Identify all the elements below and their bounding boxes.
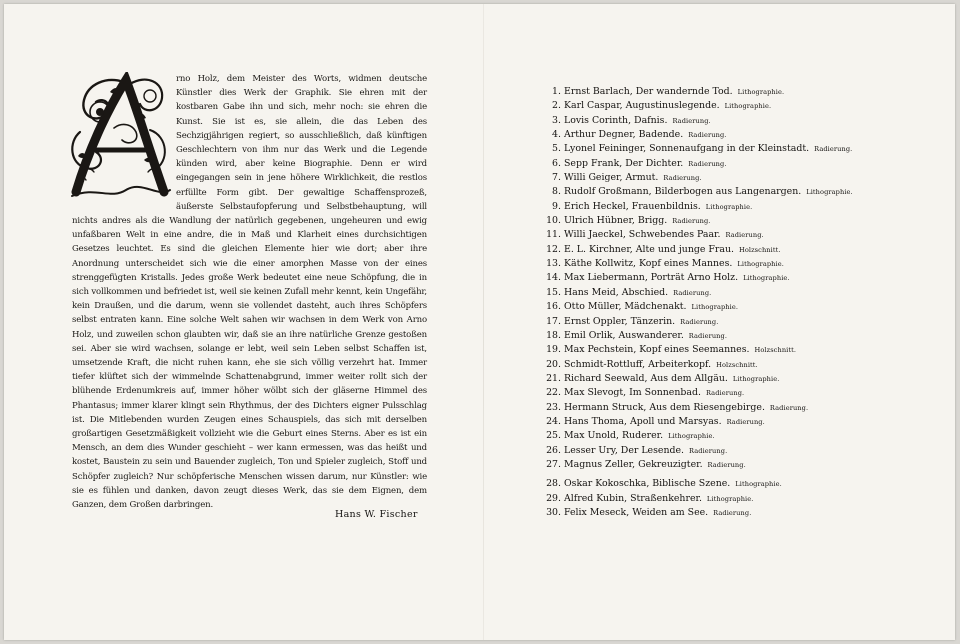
plate-item: 22. Max Slevogt, Im Sonnenbad. Radierung. [546,387,745,399]
plate-item: 2. Karl Caspar, Augustinuslegende. Lithographie. [552,100,772,112]
plate-item: 8. Rudolf Großmann, Bilderbogen aus Langenargen. Lithographie. [552,186,853,198]
plate-item: 19. Max Pechstein, Kopf eines Seemannes. Holzschnitt. [546,344,797,356]
foreword-column [72,72,427,512]
plate-item: 10. Ulrich Hübner, Brigg. Radierung. [546,215,711,227]
plate-list [544,85,914,520]
plate-item: 14. Max Liebermann, Porträt Arno Holz. Lithographie. [546,272,790,284]
plate-item: 25. Max Unold, Ruderer. Lithographie. [546,430,715,442]
plate-item: 5. Lyonel Feininger, Sonnenaufgang in der Kleinstadt. Radierung. [552,143,853,155]
decorated-initial [66,72,172,200]
plate-item: 3. Lovis Corinth, Dafnis. Radierung. [552,114,711,126]
plate-item: 12. E. L. Kirchner, Alte und junge Frau. Holzschnitt. [546,243,781,255]
ornamental-initial-a-icon [66,72,172,200]
portfolio-sheet [4,4,955,640]
plate-item: 11. Willi Jaeckel, Schwebendes Paar. Radierung. [546,229,764,241]
plate-item: 9. Erich Heckel, Frauenbildnis. Lithographie. [552,200,753,212]
plate-item: 20. Schmidt-Rottluff, Arbeiterkopf. Holzschnitt. [546,358,758,370]
foreword-text: rno Holz, dem Meister des Worts, widmen deutsche Künstler dies Werk der Graphik. Sie ehren mit der kostbaren Gabe ihn und sich, mehr noch: sie ehren die Kunst. Sie ist es, sie allein, die das Leben des Sechzigjährigen regiert, so ausschließlich, daß künftigen Geschlechtern von ihm nur das Werk und die Legende künden wird, aber keine Biographie. Denn er wird eingegangen sein in jene höhere Wirklichkeit, die restlos erfüllte Form gibt. Der gewaltige Schaffensprozeß, äußerste Selbstaufopferung und Selbstbehauptung, will nichts andres als die Wandlung der natürlich gegebenen, ungeheuren und ewig unfaßbaren Welt in eine andre, die in Maß und Klarheit eines durchsichtigen Gesetzes leuchtet. Es sind die gleichen Elemente hier wie dort; aber ihre Anordnung unterscheidet sich wie die einer amorphen Masse von der eines strenggefügten Kristalls. Jedes große Werk bedeutet eine neue Schöpfung, die in sich vollkommen und befriedet ist, weil sie keinen Zufall mehr kennt, kein Ungefähr, kein Draußen, und die darum, wenn sie vollendet dasteht, auch ihres Schöpfers selbst entraten kann. Eine solche Welt sahen wir wachsen in dem Werk von Arno Holz, und zuweilen schon glaubten wir, daß sie an ihre natürliche Grenze gestoßen sei. Aber sie wird wachsen, solange er lebt, weil sein Leben selbst Schaffen ist, umsetzende Kraft, die nicht ruhen kann, ehe sie sich völlig verzehrt hat. Immer tiefer klüftet sich der wimmelnde Schattenabgrund, immer weiter rollt sich der blühende Erdenumkreis auf, immer höher wölbt sich der gläserne Himmel des Phantasus; immer klarer klingt sein Rhythmus, der des Dichters eigner Pulsschlag ist. Die Mitlebenden wurden Zeugen eines Schauspiels, das sich mit derselben großartigen Gesetzmäßigkeit vollzieht wie die Geburt eines Sterns. Aber es ist ein Mensch, an dem dies Wunder geschieht – wer kann ermessen, was das heißt und kostet, Baustein zu sein und Bauender zugleich, Ton und Spieler zugleich, Stoff und Schöpfer zugleich? Nur schöpferische Menschen wissen darum, nur Künstler: wie sie es fühlen und danken, davon zeugt dieses Werk, das sie dem Eignen, dem Ganzen, dem Großen darbringen. [72,74,427,511]
plate-item: 26. Lesser Ury, Der Lesende. Radierung. [546,444,728,456]
signature: Hans W. Fischer [335,509,418,520]
plate-item: 30. Felix Meseck, Weiden am See. Radierung. [546,506,752,518]
plate-item: 23. Hermann Struck, Aus dem Riesengebirge. Radierung. [546,401,809,413]
plate-item: 4. Arthur Degner, Badende. Radierung. [552,129,727,141]
plate-item: 1. Ernst Barlach, Der wandernde Tod. Lithographie. [552,86,785,97]
page-fold [483,4,484,640]
plate-item: 27. Magnus Zeller, Gekreuzigter. Radierung. [546,458,746,470]
plate-item: 15. Hans Meid, Abschied. Radierung. [546,286,712,298]
plate-item: 28. Oskar Kokoschka, Biblische Szene. Lithographie. [546,478,782,490]
plate-item: 21. Richard Seewald, Aus dem Allgäu. Lithographie. [546,372,780,384]
plate-item: 24. Hans Thoma, Apoll und Marsyas. Radierung. [546,415,765,427]
plate-item: 7. Willi Geiger, Armut. Radierung. [552,172,702,184]
plate-item: 6. Sepp Frank, Der Dichter. Radierung. [552,157,727,169]
plate-item: 17. Ernst Oppler, Tänzerin. Radierung. [546,315,719,327]
plate-item: 16. Otto Müller, Mädchenakt. Lithographie. [546,301,739,313]
plate-item: 18. Emil Orlik, Auswanderer. Radierung. [546,329,728,341]
plate-item: 13. Käthe Kollwitz, Kopf eines Mannes. Lithographie. [546,258,784,270]
plate-item: 29. Alfred Kubin, Straßenkehrer. Lithographie. [546,492,754,504]
